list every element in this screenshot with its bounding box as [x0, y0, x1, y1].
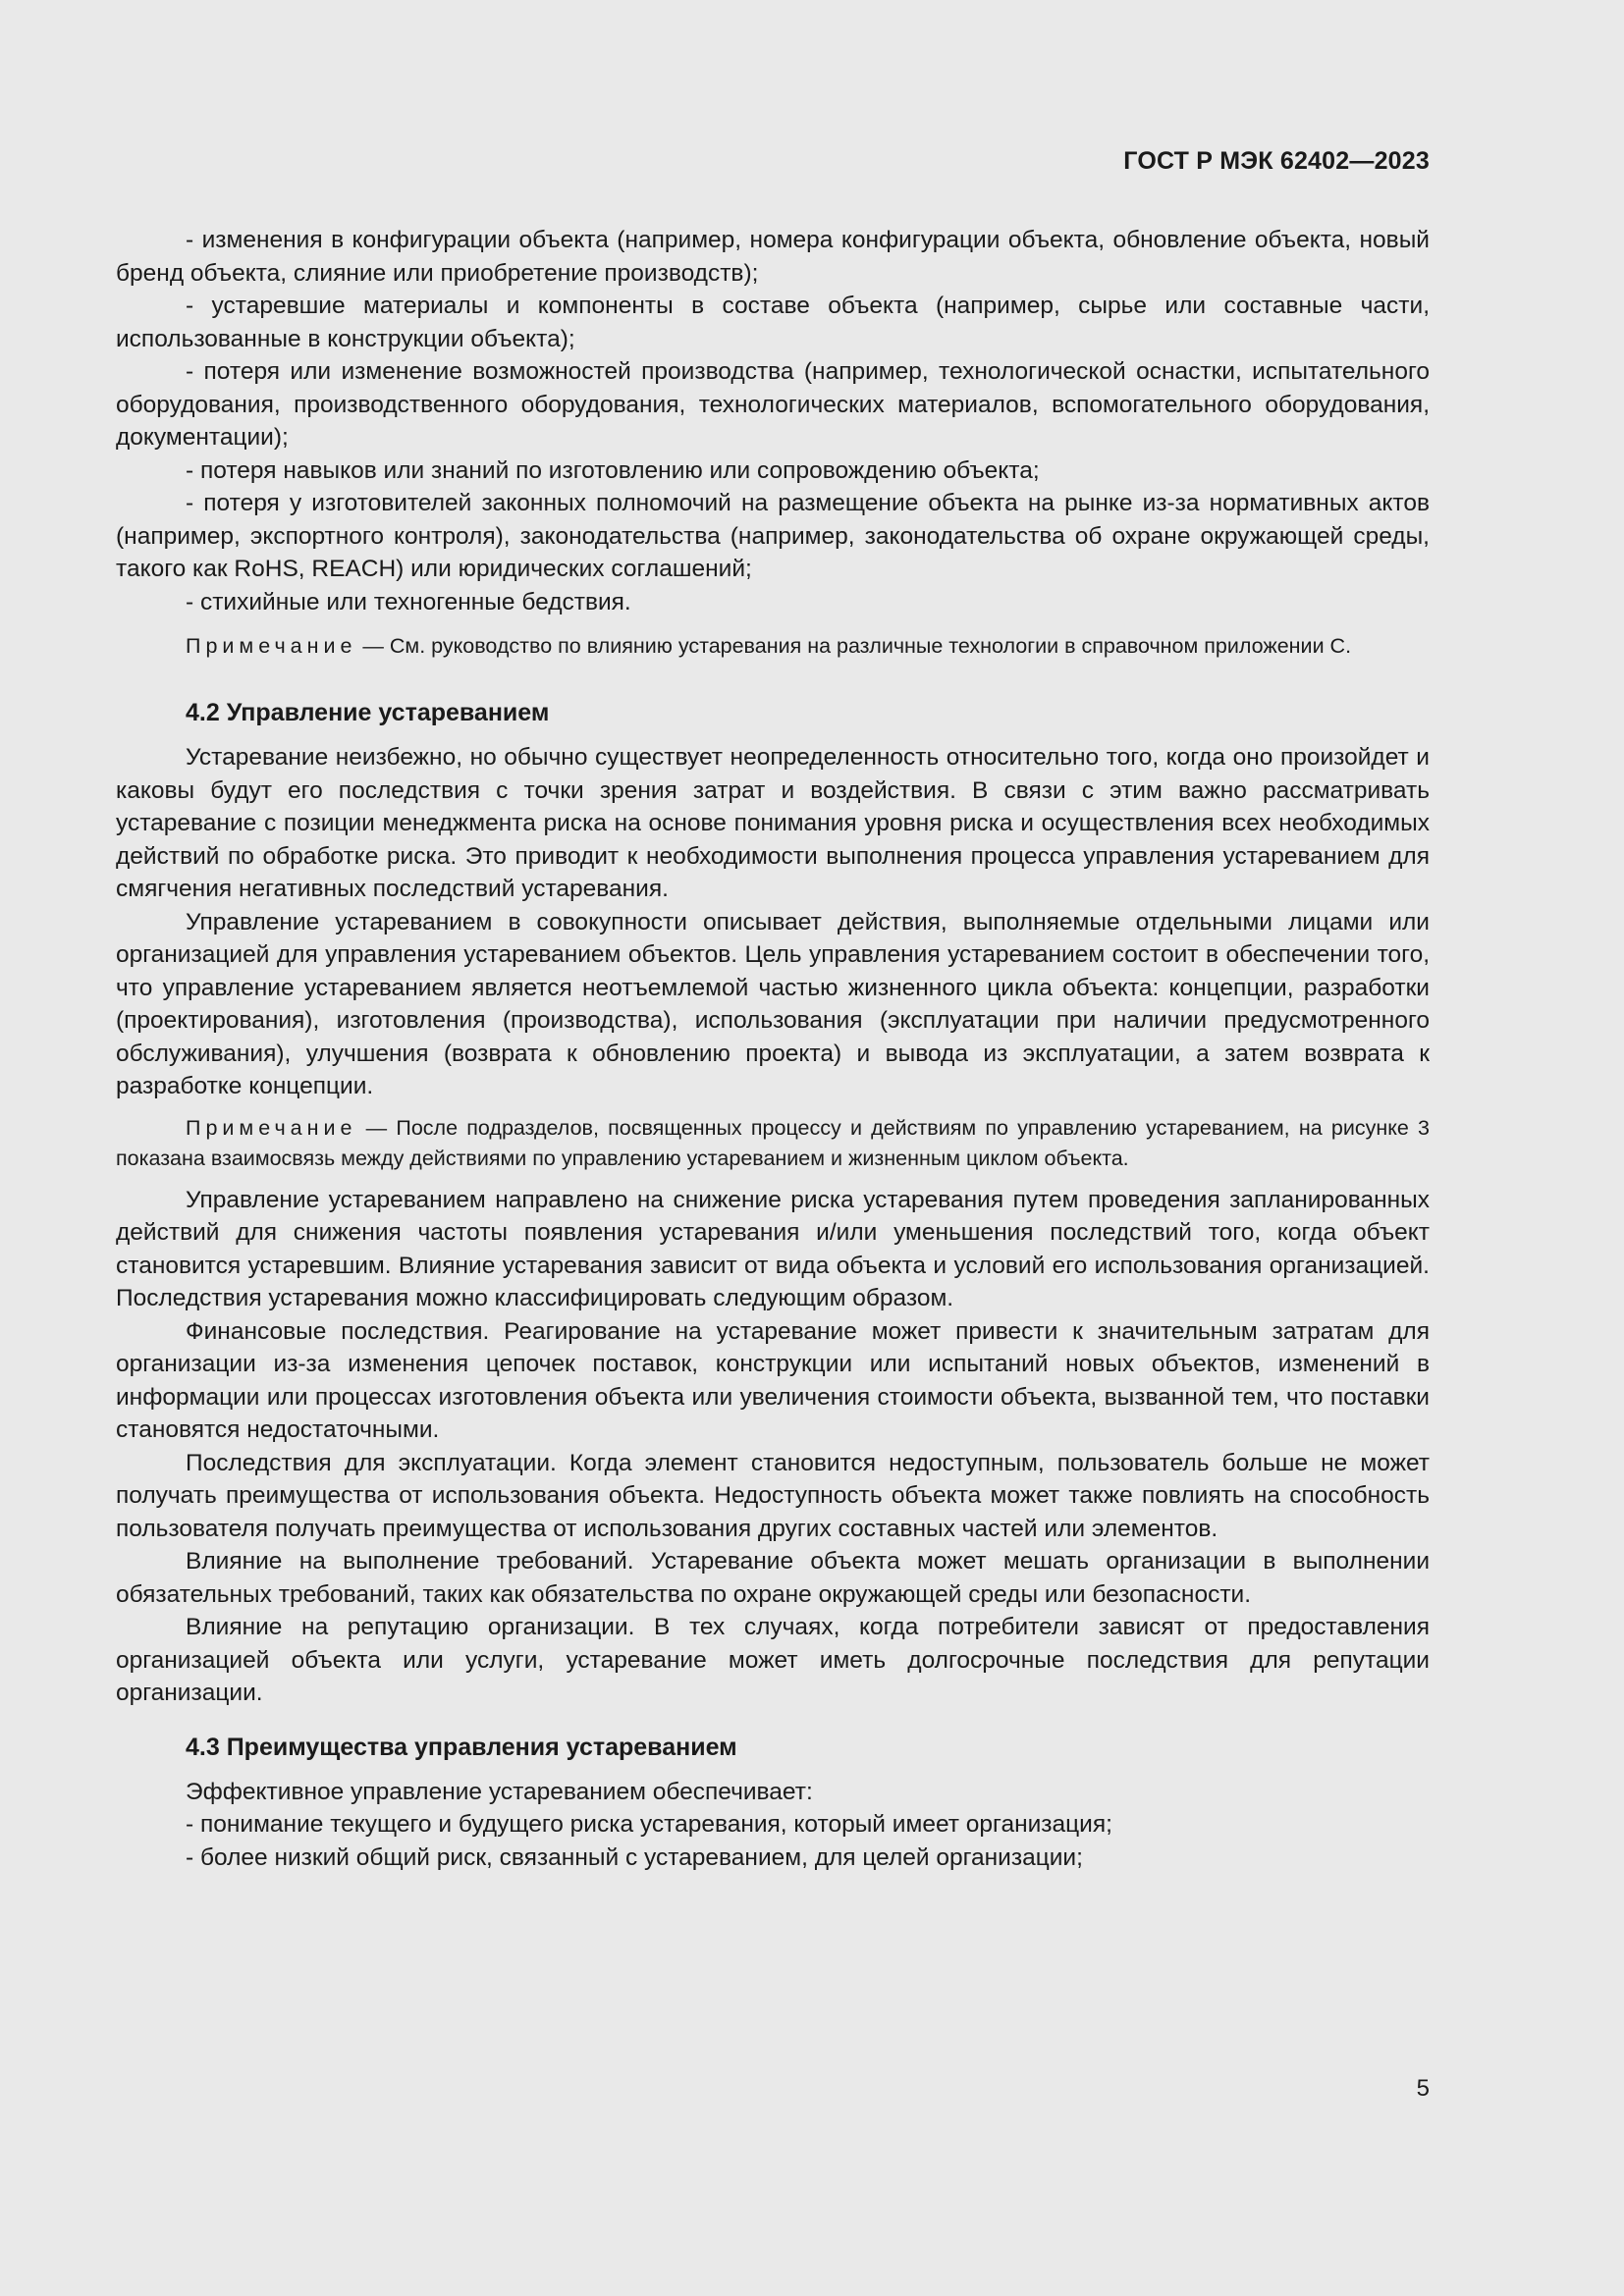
list-item: - стихийные или техногенные бедствия. — [186, 588, 631, 615]
paragraph: Устаревание неизбежно, но обычно существует неопределенность относительно того, когда оно произойдет и каковы будут его последствия с точки зрения затрат и воздействия. В связи с этим важно рассматривать устаревание с позиции менеджмента риска на основе понимания уровня риска и осуществления всех необходимых действий по обработке риска. Это приводит к необходимости выполнения процесса управления устареванием для смягчения негативных последствий устаревания. — [116, 744, 1430, 902]
section-title-4-3: 4.3 Преимущества управления устареванием — [186, 1733, 737, 1761]
list-item: - понимание текущего и будущего риска устаревания, который имеет организация; — [186, 1811, 1112, 1838]
list-item: - устаревшие материалы и компоненты в составе объекта (например, сырье или составные части, использованные в конструкции объекта); — [116, 293, 1430, 352]
note-label: Примечание — [186, 1115, 357, 1140]
document-header: ГОСТ Р МЭК 62402—2023 — [1123, 147, 1430, 175]
paragraph: Влияние на выполнение требований. Устаревание объекта может мешать организации в выполнении обязательных требований, таких как обязательства по охране окружающей среды или безопасности. — [116, 1548, 1430, 1608]
paragraph: Управление устареванием направлено на снижение риска устаревания путем проведения запланированных действий для снижения частоты появления устаревания и/или уменьшения последствий того, когда объект становится устаревшим. Влияние устаревания зависит от вида объекта и условий его использования организацией. Последствия устаревания можно классифицировать следующим образом. — [116, 1186, 1430, 1311]
note — [116, 1113, 1430, 1174]
note-text: — После подразделов, посвященных процессу и действиям по управлению устареванием, на рисунке 3 показана взаимосвязь между действиями по управлению устареванием и жизненным циклом объекта. — [116, 1115, 1430, 1170]
paragraph: Управление устареванием в совокупности описывает действия, выполняемые отдельными лицами или организацией для управления устареванием объектов. Цель управления устареванием состоит в обеспечении того, что управление устареванием является неотъемлемой частью жизненного цикла объекта: концепции, разработки (проектирования), изготовления (производства), использования (эксплуатации при наличии предусмотренного обслуживания), улучшения (возврата к обновлению проекта) и вывода из эксплуатации, а затем возврата к разработке концепции. — [116, 908, 1430, 1099]
note — [116, 631, 1430, 662]
list-item: - изменения в конфигурации объекта (например, номера конфигурации объекта, обновление объекта, новый бренд объекта, слияние или приобретение производств); — [116, 227, 1430, 287]
list-item: - потеря или изменение возможностей производства (например, технологической оснастки, испытательного оборудования, производственного оборудования, технологических материалов, вспомогательного оборудования, документации); — [116, 358, 1430, 451]
paragraph: Финансовые последствия. Реагирование на устаревание может привести к значительным затратам для организации из-за изменения цепочек поставок, конструкции или испытаний новых объектов, изменений в информации или процессах изготовления объекта или увеличения стоимости объекта, вызванной тем, что поставки становятся недостаточными. — [116, 1317, 1430, 1443]
section-title-4-2: 4.2 Управление устареванием — [186, 699, 550, 726]
page-number: 5 — [1416, 2075, 1430, 2102]
list-item: - более низкий общий риск, связанный с устареванием, для целей организации; — [186, 1843, 1083, 1871]
list-item: - потеря навыков или знаний по изготовлению или сопровождению объекта; — [186, 456, 1040, 484]
paragraph: Последствия для эксплуатации. Когда элемент становится недоступным, пользователь больше не может получать преимущества от использования объекта. Недоступность объекта может также повлиять на способность пользователя получать преимущества от использования других составных частей или элементов. — [116, 1449, 1430, 1542]
list-item: - потеря у изготовителей законных полномочий на размещение объекта на рынке из-за нормативных актов (например, экспортного контроля), законодательства (например, законодательства об охране окружающей среды, такого как RoHS, REACH) или юридических соглашений; — [116, 490, 1430, 582]
paragraph: Влияние на репутацию организации. В тех случаях, когда потребители зависят от предоставления организацией объекта или услуги, устаревание может иметь долгосрочные последствия для репутации организации. — [116, 1614, 1430, 1706]
note-text: — См. руководство по влиянию устаревания на различные технологии в справочном приложении С. — [356, 634, 1352, 658]
paragraph: Эффективное управление устареванием обеспечивает: — [186, 1778, 813, 1805]
obsolescence-causes-list — [116, 224, 1430, 618]
note-label: Примечание — [186, 634, 357, 658]
document-body — [116, 224, 1430, 1874]
